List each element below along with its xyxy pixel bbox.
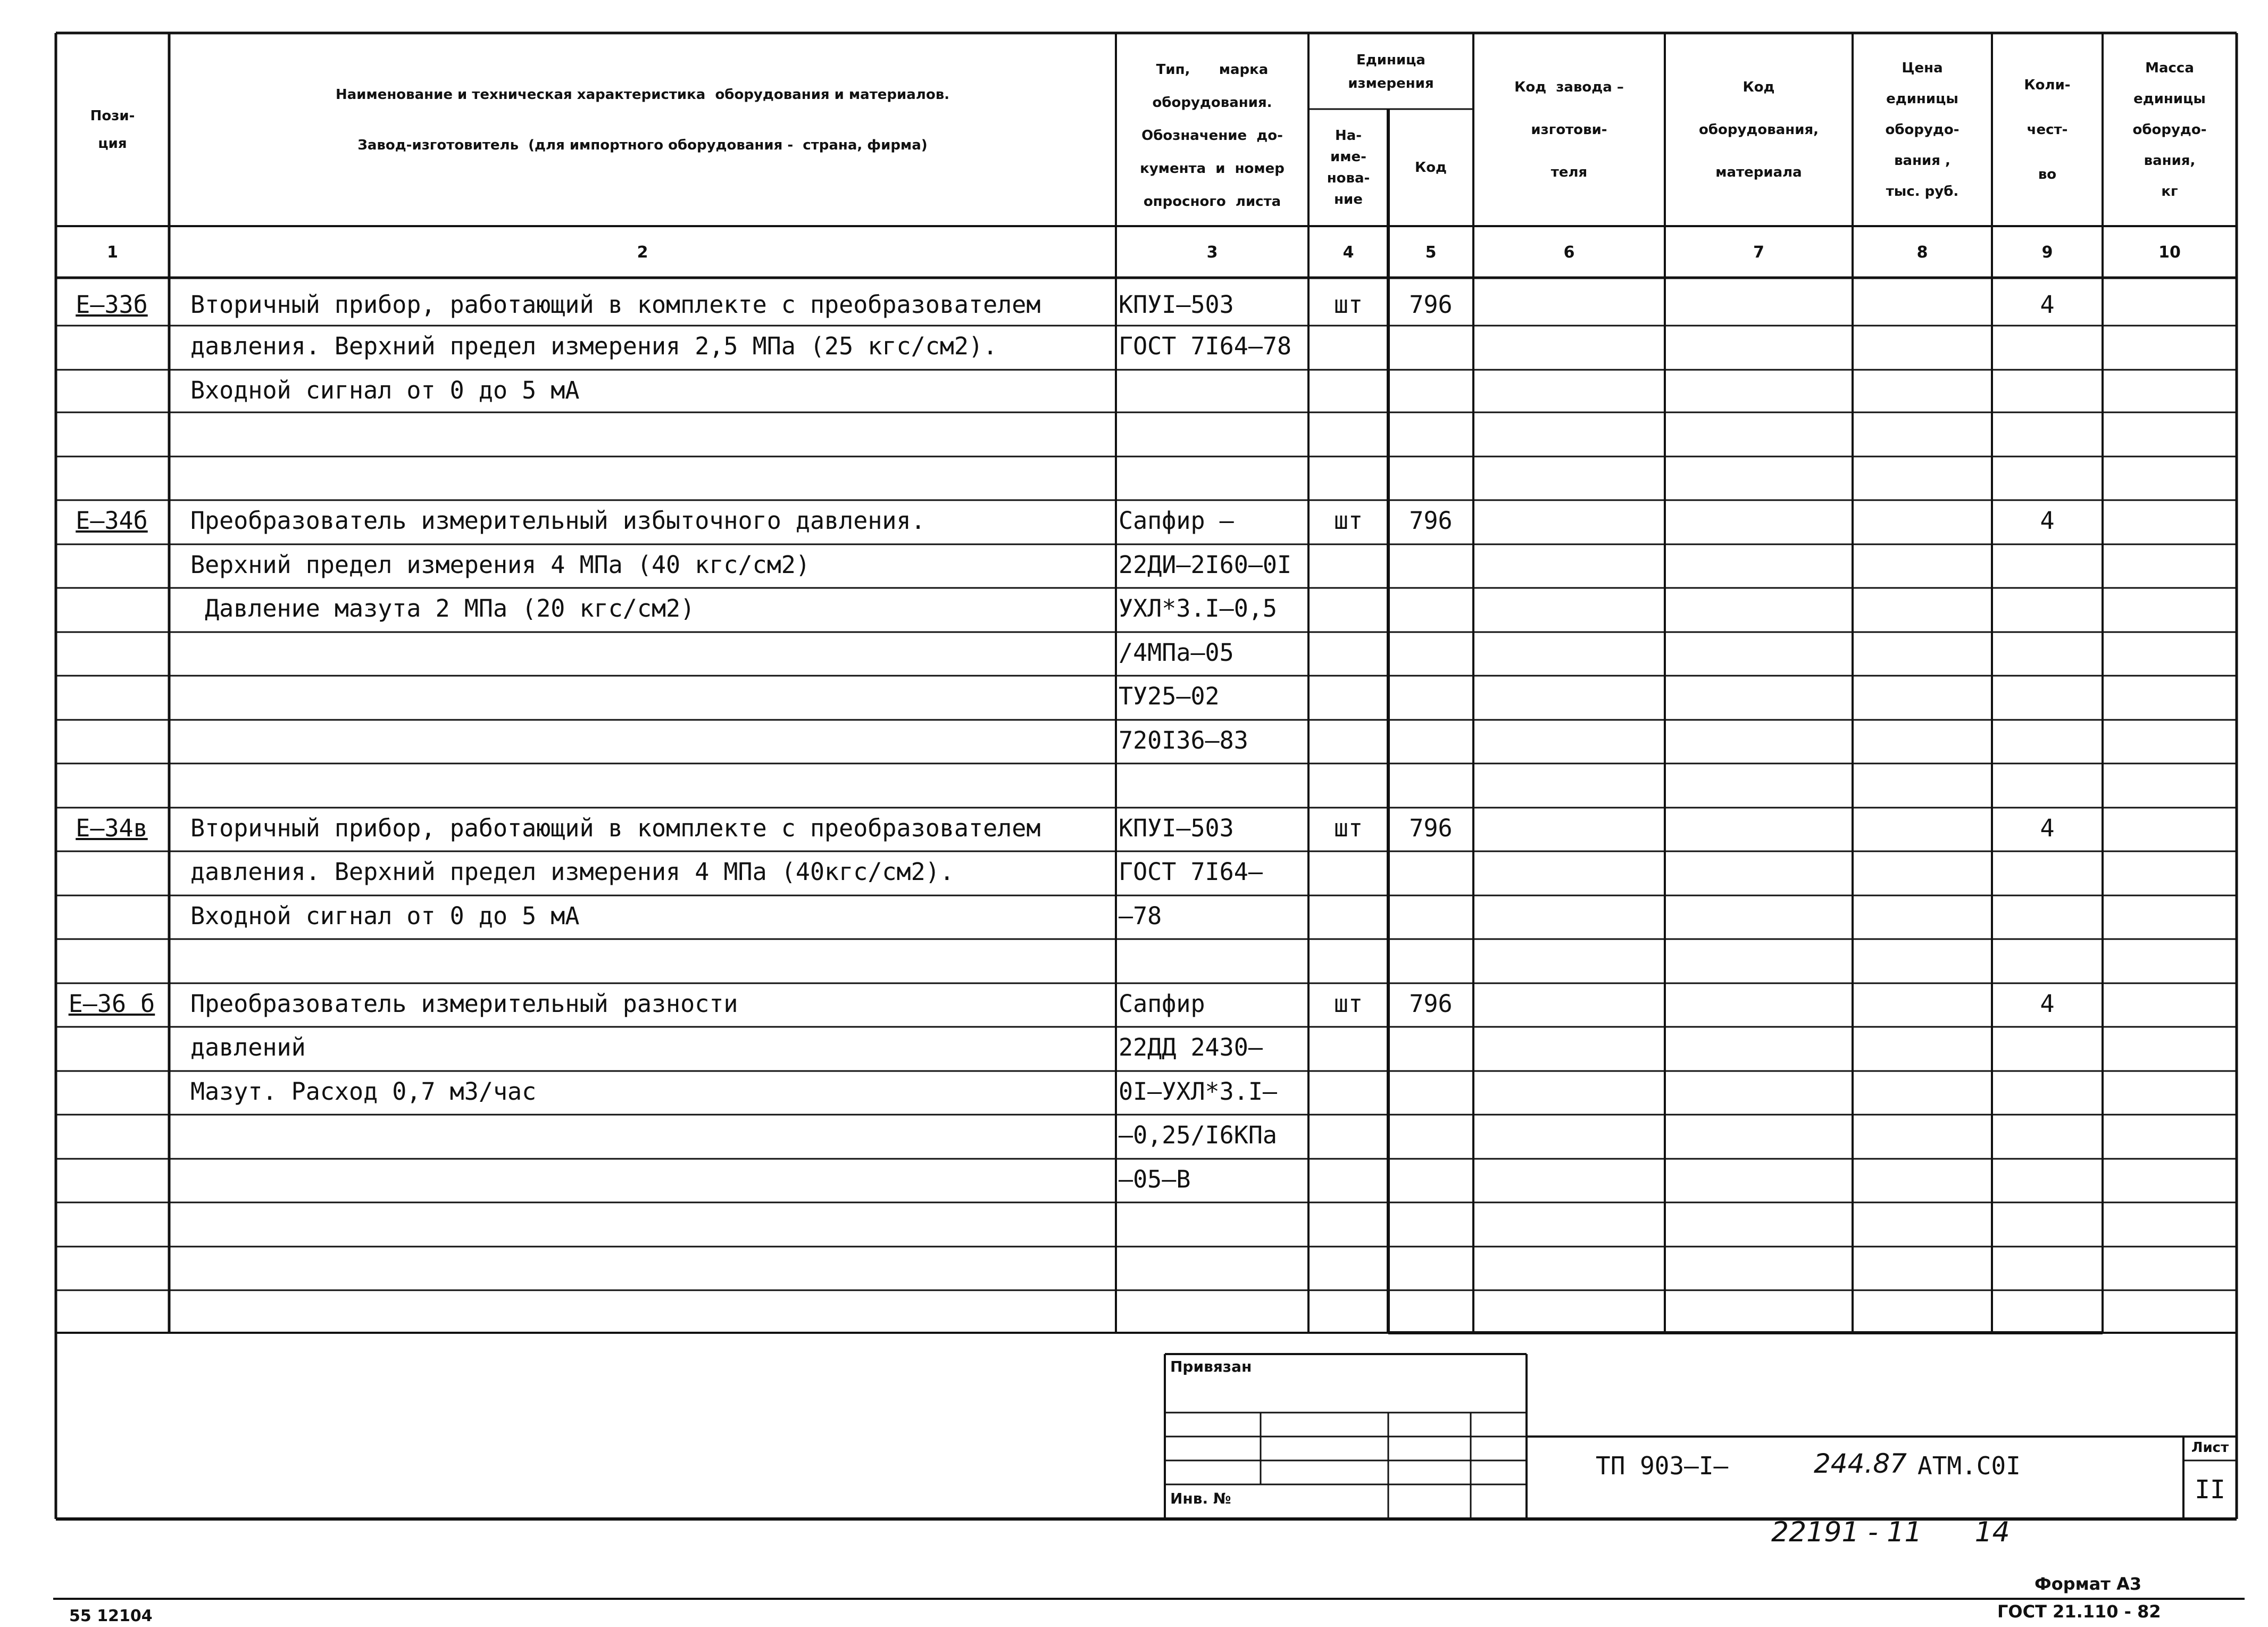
header-manufacturer: Завод-изготовитель (для импортного оборудования - страна, фирма) [357, 137, 928, 153]
cell-type: 22ДД 2430– [1119, 1034, 1263, 1061]
cell-type: УХЛ*3.I–0,5 [1119, 595, 1278, 622]
cell-unit: шт [1333, 292, 1363, 318]
cell-type: КПУI–503 [1119, 815, 1234, 842]
col-number: 1 [107, 243, 118, 262]
cell-code: 796 [1409, 508, 1453, 534]
cell-qty: 4 [2040, 815, 2055, 842]
doc-code: АТМ.С0I [1917, 1451, 2021, 1480]
cell-name: Преобразователь измерительный разности [190, 991, 738, 1017]
col-number: 6 [1563, 243, 1575, 262]
cell-name: Преобразователь измерительный избыточного давления. [190, 508, 925, 534]
header-unit-code: Код [1414, 160, 1447, 176]
cell-name: Мазут. Расход 0,7 м3/час [190, 1078, 537, 1105]
col-number: 2 [637, 243, 648, 262]
cell-type: –78 [1119, 903, 1162, 929]
cell-type: ТУ25–02 [1119, 683, 1220, 710]
footer-left-code: 55 12104 [69, 1607, 153, 1625]
sheet-number: II [2195, 1475, 2225, 1505]
cell-pos: Е–33б [76, 292, 148, 318]
stamp-inv-number: Инв. № [1170, 1490, 1231, 1507]
doc-handwritten-number: 244.87 [1814, 1448, 1907, 1479]
col-number: 3 [1206, 243, 1218, 262]
cell-name: Входной сигнал от 0 до 5 мА [190, 377, 580, 404]
col-number: 7 [1753, 243, 1764, 262]
header-factory-code: Код завода – изготови- теля [1514, 79, 1624, 180]
cell-type: Сапфир – [1119, 508, 1234, 534]
header-position: Пози- ция [90, 107, 135, 152]
header-mass: Масса единицы оборудо- вания, кг [2132, 60, 2207, 200]
cell-name: давления. Верхний предел измерения 2,5 МПа (25 кгс/см2). [190, 333, 998, 360]
cell-name: Давление мазута 2 МПа (20 кгс/см2) [190, 595, 695, 622]
col-number: 4 [1343, 243, 1354, 262]
header-type: Тип, марка оборудования. Обозначение до- кумента и номер опросного листа [1140, 62, 1285, 210]
cell-unit: шт [1333, 815, 1363, 842]
cell-pos: Е–34б [76, 508, 148, 534]
col-number: 8 [1916, 243, 1928, 262]
cell-type: 22ДИ–2I60–0I [1119, 552, 1292, 578]
cell-name: Вторичный прибор, работающий в комплекте с преобразователем [190, 815, 1041, 842]
col-number: 10 [2158, 243, 2181, 262]
cell-name: Входной сигнал от 0 до 5 мА [190, 903, 580, 929]
sheet-label: Лист [2191, 1440, 2229, 1456]
cell-name: Вторичный прибор, работающий в комплекте с преобразователем [190, 292, 1041, 318]
cell-type: –0,25/I6КПа [1119, 1122, 1278, 1149]
cell-type: Сапфир [1119, 991, 1205, 1017]
cell-name: давлений [190, 1034, 306, 1061]
cell-name: давления. Верхний предел измерения 4 МПа (40кгс/см2). [190, 859, 954, 885]
cell-type: –05–В [1119, 1166, 1191, 1193]
cell-qty: 4 [2040, 292, 2055, 318]
header-equipment-code: Код оборудования, материала [1698, 79, 1819, 180]
footer-gost: ГОСТ 21.110 - 82 [1997, 1601, 2161, 1622]
cell-pos: Е–36 б [68, 991, 155, 1017]
header-unit: Единица измерения [1348, 52, 1434, 92]
doc-prefix: ТП 903–I– [1596, 1451, 1729, 1480]
header-name: Наименование и техническая характеристика оборудования и материалов. [335, 87, 950, 103]
cell-qty: 4 [2040, 991, 2055, 1017]
header-unit-name: На- име- нова- ние [1327, 128, 1370, 207]
cell-unit: шт [1333, 991, 1363, 1017]
cell-code: 796 [1409, 991, 1453, 1017]
cell-type: /4МПа–05 [1119, 640, 1234, 666]
cell-type: ГОСТ 7I64– [1119, 859, 1263, 885]
header-quantity: Коли- чест- во [2024, 77, 2071, 182]
stamp-privyazan: Привязан [1170, 1358, 1252, 1375]
header-price: Цена единицы оборудо- вания , тыс. руб. [1885, 60, 1960, 200]
cell-type: КПУI–503 [1119, 292, 1234, 318]
cell-code: 796 [1409, 815, 1453, 842]
cell-type: 720I36–83 [1119, 727, 1248, 754]
cell-qty: 4 [2040, 508, 2055, 534]
cell-type: 0I–УХЛ*3.I– [1119, 1078, 1278, 1105]
col-number: 9 [2041, 243, 2053, 262]
cell-pos: Е–34в [76, 815, 148, 842]
col-number: 5 [1425, 243, 1437, 262]
handwritten-note: 22191 - 11 14 [1771, 1516, 2010, 1548]
cell-unit: шт [1333, 508, 1363, 534]
cell-code: 796 [1409, 292, 1453, 318]
cell-name: Верхний предел измерения 4 МПа (40 кгс/см2) [190, 552, 810, 578]
footer-format: Формат А3 [2034, 1574, 2142, 1594]
cell-type: ГОСТ 7I64–78 [1119, 333, 1292, 360]
